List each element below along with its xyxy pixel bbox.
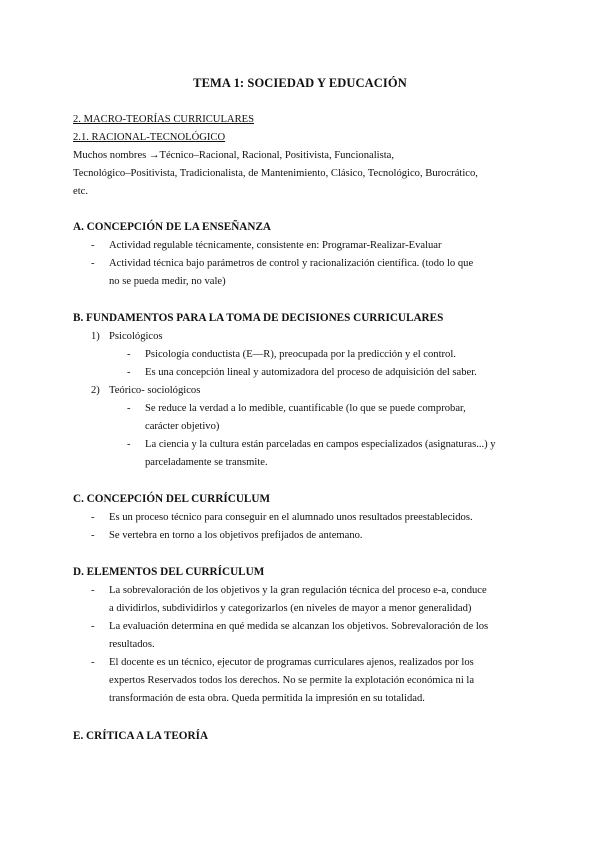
list-item-a2: Actividad técnica bajo parámetros de control y racionalización científica. (todo lo que xyxy=(109,258,474,269)
bullet-dash: - xyxy=(91,240,95,251)
heading-a: A. CONCEPCIÓN DE LA ENSEÑANZA xyxy=(73,221,271,233)
heading-d: D. ELEMENTOS DEL CURRÍCULUM xyxy=(73,566,265,578)
heading-b: B. FUNDAMENTOS PARA LA TOMA DE DECISIONES CURRICULARES xyxy=(73,312,444,324)
list-item-d2: La evaluación determina en qué medida se alcanzan los objetivos. Sobrevaloración de los xyxy=(109,621,489,632)
bullet-dash: - xyxy=(91,258,95,269)
intro-line-1: Muchos nombres →Técnico–Racional, Racional, Positivista, Funcionalista, xyxy=(73,150,394,161)
group-label-teorico-sociologicos: Teórico- sociológicos xyxy=(109,385,201,396)
sub-bullet-dash: - xyxy=(127,439,131,450)
sub-bullet-dash: - xyxy=(127,367,131,378)
list-item-d1: La sobrevaloración de los objetivos y la gran regulación técnica del proceso e-a, conduce xyxy=(109,585,487,596)
list-item-d3: El docente es un técnico, ejecutor de programas curriculares ajenos, realizados por los xyxy=(109,657,474,668)
list-item-b1-2: Es una concepción lineal y automizadora del proceso de adquisición del saber. xyxy=(145,367,477,378)
bullet-dash: - xyxy=(91,530,95,541)
list-item-b2-2-cont: parceladamente se transmite. xyxy=(145,457,268,468)
list-item-a2-cont: no se pueda medir, no vale) xyxy=(109,276,226,287)
subsection-heading: 2.1. RACIONAL-TECNOLÓGICO xyxy=(73,132,226,143)
sub-bullet-dash: - xyxy=(127,403,131,414)
list-item-b2-2: La ciencia y la cultura están parceladas en campos especializados (asignaturas...) y xyxy=(145,439,496,450)
list-item-d2-cont: resultados. xyxy=(109,639,155,650)
group-label-psicologicos: Psicológicos xyxy=(109,331,163,342)
section-heading: 2. MACRO-TEORÍAS CURRICULARES xyxy=(73,114,254,125)
intro-line-3: etc. xyxy=(73,186,88,197)
bullet-dash: - xyxy=(91,657,95,668)
page-title: TEMA 1: SOCIEDAD Y EDUCACIÓN xyxy=(193,76,407,90)
sub-bullet-dash: - xyxy=(127,349,131,360)
list-item-c1: Es un proceso técnico para conseguir en el alumnado unos resultados preestablecidos. xyxy=(109,512,473,523)
list-item-b1-1: Psicología conductista (E—R), preocupada por la predicción y el control. xyxy=(145,349,456,360)
list-item-d3-cont: expertos Reservados todos los derechos. No se permite la explotación económica ni la xyxy=(109,675,475,686)
list-number-2: 2) xyxy=(91,385,100,396)
list-item-a1: Actividad regulable técnicamente, consistente en: Programar-Realizar-Evaluar xyxy=(109,240,442,251)
heading-e: E. CRÍTICA A LA TEORÍA xyxy=(73,730,209,742)
list-number-1: 1) xyxy=(91,331,100,342)
bullet-dash: - xyxy=(91,585,95,596)
bullet-dash: - xyxy=(91,512,95,523)
list-item-d3-cont2: transformación de esta obra. Queda permitida la impresión en su totalidad. xyxy=(109,693,425,704)
list-item-d1-cont: a dividirlos, subdividirlos y categorizarlos (en niveles de mayor a menor generalidad) xyxy=(109,603,472,614)
heading-c: C. CONCEPCIÓN DEL CURRÍCULUM xyxy=(73,493,271,505)
list-item-c2: Se vertebra en torno a los objetivos prefijados de antemano. xyxy=(109,530,363,541)
list-item-b2-1-cont: carácter objetivo) xyxy=(145,421,220,432)
intro-line-2: Tecnológico–Positivista, Tradicionalista, de Mantenimiento, Clásico, Tecnológico, Burocrático, xyxy=(73,168,478,179)
bullet-dash: - xyxy=(91,621,95,632)
list-item-b2-1: Se reduce la verdad a lo medible, cuantificable (lo que se puede comprobar, xyxy=(145,403,466,414)
